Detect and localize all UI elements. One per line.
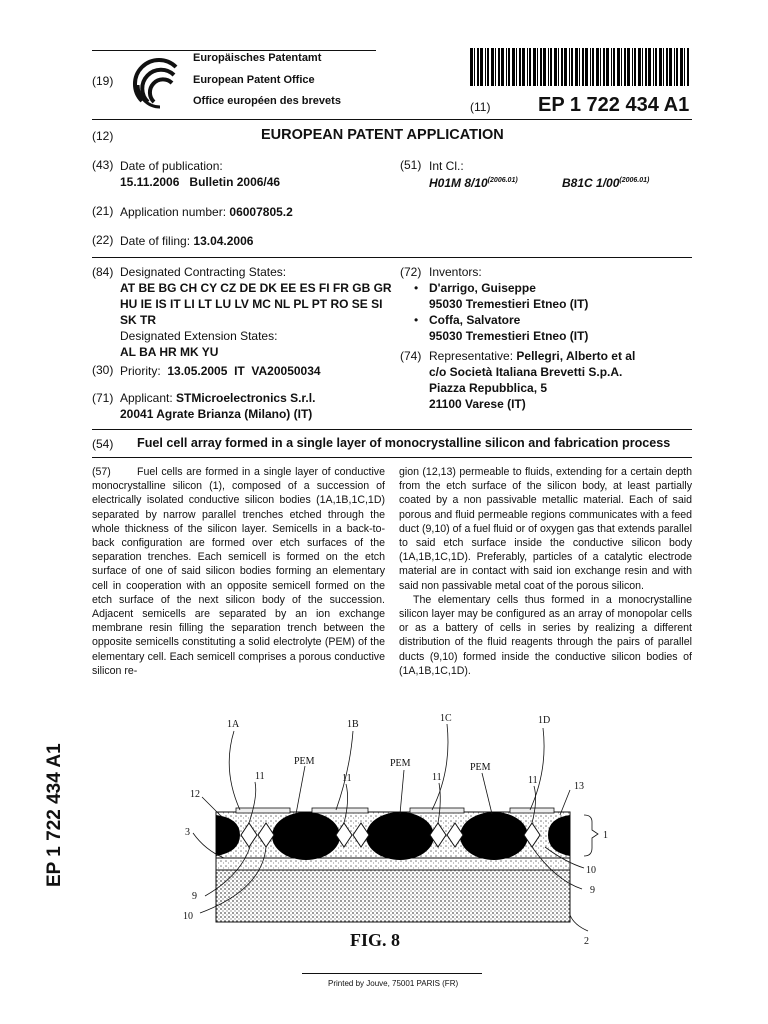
barcode-bar [516,48,517,86]
abstract-right-p2: The elementary cells thus formed in a monocrystalline silicon layer may be configured as an array of monopolar cells or as a battery of cells in series by realizing a different distribution of the fluid reagents through the pairs of parallel ducts (9,10) formed inside the conductive silicon bodies of (1A,1B,1C,1D). [399,593,692,677]
app-number: Application number: 06007805.2 [120,205,293,219]
intcl-2: B81C $1/00^{(2006.01)}$ [562,176,650,190]
barcode-bar [613,48,615,86]
barcode-bar [663,48,664,86]
label-pem-1: PEM [294,756,315,767]
office-name-de: Europäisches Patentamt [193,52,322,64]
pub-date-label: Date of publication: [120,159,223,173]
barcode-bar [571,48,573,86]
label-9-left: 9 [192,891,197,902]
label-1C: 1C [440,713,452,724]
inid-71: (71) [92,391,114,405]
inventor-2-address: 95030 Tremestieri Etneo (IT) [429,329,589,343]
figure-8 [170,706,620,956]
figure-caption: FIG. 8 [350,930,401,950]
pem-trench [272,812,340,860]
intcl-label: Int Cl.: [429,159,464,173]
inid-19: (19) [92,74,114,88]
barcode-bar [653,48,654,86]
label-3: 3 [185,827,190,838]
filing-date: Date of filing: 13.04.2006 [120,234,254,248]
label-1: 1 [603,830,608,841]
label-13: 13 [574,781,584,792]
barcode-bar [676,48,678,86]
barcode-bar [669,48,672,86]
barcode-bar [611,48,612,86]
barcode-bar [501,48,504,86]
label-1D: 1D [538,715,551,726]
pub-date: 15.11.2006 Bulletin 2006/46 [120,175,281,189]
label-12: 12 [190,789,200,800]
barcode-bar [606,48,609,86]
inid-11: (11) [470,100,491,114]
representative-line-3: Piazza Repubblica, 5 [429,381,548,395]
barcode [470,48,692,86]
representative: Representative: Pellegri, Alberto et al [429,349,636,363]
states-line-1: AT BE BG CH CY CZ DE DK EE ES FI FR GB GR [120,281,392,295]
barcode-bar [579,48,580,86]
invention-title: Fuel cell array formed in a single layer of monocrystalline silicon and fabrication process [137,436,671,450]
barcode-bar [590,48,591,86]
states-line-2: HU IE IS IT LI LT LU LV MC NL PL PT RO SE SI [120,297,383,311]
abstract-left-text: Fuel cells are formed in a single layer of conductive monocrystalline silicon (1), composed of a succession of electrically isolated conductive silicon bodies (1A,1B,1C,1D) separated by narrow parallel trenches etched through the whole thickness of the silicon layer. Semicells in a back-to-back configuration are formed over etch surfaces of the separation trenches. Each semicell is formed on the etch surface of one of said silicon bodies forming an elementary cell in cooperation with an opposite semicell formed on the etch surface of the next silicon body of the succession. Adjacent semicells are separated by an ion exchange membrane resin filling the separation trench between the opposite semicells constituting a solid electrolyte (PEM) of the elementary cell. Each semicell comprises a porous conductive silicon re- [92,466,385,677]
printer-note: Printed by Jouve, 75001 PARIS (FR) [328,979,459,988]
barcode-bar [498,48,500,86]
barcode-bar [529,48,531,86]
barcode-bar [543,48,546,86]
inid-30: (30) [92,363,114,377]
barcode-bar [558,48,559,86]
barcode-bar [487,48,489,86]
barcode-bar [632,48,633,86]
substrate-layer [216,870,570,922]
barcode-bar [474,48,475,86]
states-label: Designated Contracting States: [120,265,287,279]
barcode-bar [634,48,636,86]
contact-strip [236,808,290,813]
footer-rule [302,973,482,974]
inventor-2-name: Coffa, Salvatore [429,313,521,327]
abstract-left-column [92,465,385,678]
barcode-bar [477,48,479,86]
inid-84: (84) [92,265,114,279]
bullet-2: • [414,313,419,327]
epo-logo [128,55,184,113]
inid-74: (74) [400,349,422,363]
label-11-c: 11 [432,772,442,783]
applicant-address: 20041 Agrate Brianza (Milano) (IT) [120,407,313,421]
barcode-bar [627,48,630,86]
abstract-right-column [399,465,692,678]
barcode-bar [527,48,528,86]
abstract-rule [92,457,692,458]
inid-54: (54) [92,437,114,451]
label-2: 2 [584,936,589,947]
inid-51: (51) [400,158,422,172]
barcode-bar [603,48,605,86]
barcode-bar [485,48,486,86]
header-rule [92,119,692,120]
states-line-3: SK TR [120,313,156,327]
barcode-bar [687,48,689,86]
contact-strip [312,808,368,813]
label-11-d: 11 [528,775,538,786]
barcode-bar [624,48,626,86]
intcl-1: H01M $8/10^{(2006.01)}$ [429,176,518,190]
barcode-bar [506,48,507,86]
barcode-bar [582,48,584,86]
barcode-bar [596,48,599,86]
pem-trench [366,812,434,860]
inid-22: (22) [92,233,114,247]
barcode-bar [621,48,622,86]
inventor-1-address: 95030 Tremestieri Etneo (IT) [429,297,589,311]
barcode-bar [522,48,525,86]
label-10-left: 10 [183,911,193,922]
barcode-bar [655,48,657,86]
barcode-bar [533,48,536,86]
barcode-bar [684,48,685,86]
barcode-bar [491,48,494,86]
oxide-layer [216,858,570,870]
barcode-bar [648,48,651,86]
barcode-bar [674,48,675,86]
applicant: Applicant: STMicroelectronics S.r.l. [120,391,316,405]
barcode-bar [564,48,567,86]
inid-12: (12) [92,129,114,143]
barcode-bar [680,48,683,86]
inid-57: (57) [92,466,111,478]
barcode-bar [666,48,668,86]
ext-states-label: Designated Extension States: [120,329,278,343]
inid-21: (21) [92,204,114,218]
barcode-bar [508,48,510,86]
barcode-bar [592,48,594,86]
barcode-bar [540,48,542,86]
barcode-bar [617,48,620,86]
inventor-1-name: D'arrigo, Guiseppe [429,281,536,295]
barcode-bar [495,48,496,86]
label-pem-2: PEM [390,758,411,769]
document-type: EUROPEAN PATENT APPLICATION [261,127,504,143]
barcode-bar [659,48,662,86]
title-rule [92,429,692,430]
ext-states: AL BA HR MK YU [120,345,219,359]
barcode-bar [645,48,647,86]
barcode-bar [554,48,557,86]
office-name-en: European Patent Office [193,74,315,86]
bullet-1: • [414,281,419,295]
barcode-bar [550,48,552,86]
pem-trench [460,812,528,860]
label-9-right: 9 [590,885,595,896]
barcode-bar [561,48,563,86]
label-1B: 1B [347,719,359,730]
barcode-bar [480,48,483,86]
barcode-bar [519,48,521,86]
barcode-bar [638,48,641,86]
barcode-bar [575,48,578,86]
label-pem-3: PEM [470,762,491,773]
office-name-fr: Office européen des brevets [193,95,341,107]
barcode-bar [537,48,538,86]
barcode-bar [548,48,549,86]
label-10-right: 10 [586,865,596,876]
barcode-bar [642,48,643,86]
barcode-bar [569,48,570,86]
inid-43: (43) [92,158,114,172]
biblio-rule [92,257,692,258]
label-1A: 1A [227,719,240,730]
contact-strip [510,808,554,813]
priority: Priority: 13.05.2005 IT VA20050034 [120,364,321,378]
contact-strip [410,808,464,813]
publication-number: EP 1 722 434 A1 [538,94,690,116]
barcode-bar [512,48,515,86]
inventors-label: Inventors: [429,265,482,279]
representative-line-4: 21100 Varese (IT) [429,397,526,411]
inid-72: (72) [400,265,422,279]
barcode-bar [470,48,473,86]
abstract-right-p1: gion (12,13) permeable to fluids, extending for a certain depth from the etch surface of the silicon body, at least partially coated by a non passivable metallic material. Each of said porous and fluid permeable regions communicates with a feed duct (9,10) of a fuel fluid or of oxygen gas that extends parallel to said etch surface inside the conductive silicon body (1A,1B,1C,1D). Preferably, particles of a catalytic electrode material are in contact with said ion exchange resin and with said non passivable metal coat of the porous silicon. [399,466,692,592]
barcode-bar [600,48,601,86]
representative-line-2: c/o Società Italiana Brevetti S.p.A. [429,365,623,379]
barcode-bar [585,48,588,86]
label-11-a: 11 [255,771,265,782]
label-11-b: 11 [342,773,352,784]
